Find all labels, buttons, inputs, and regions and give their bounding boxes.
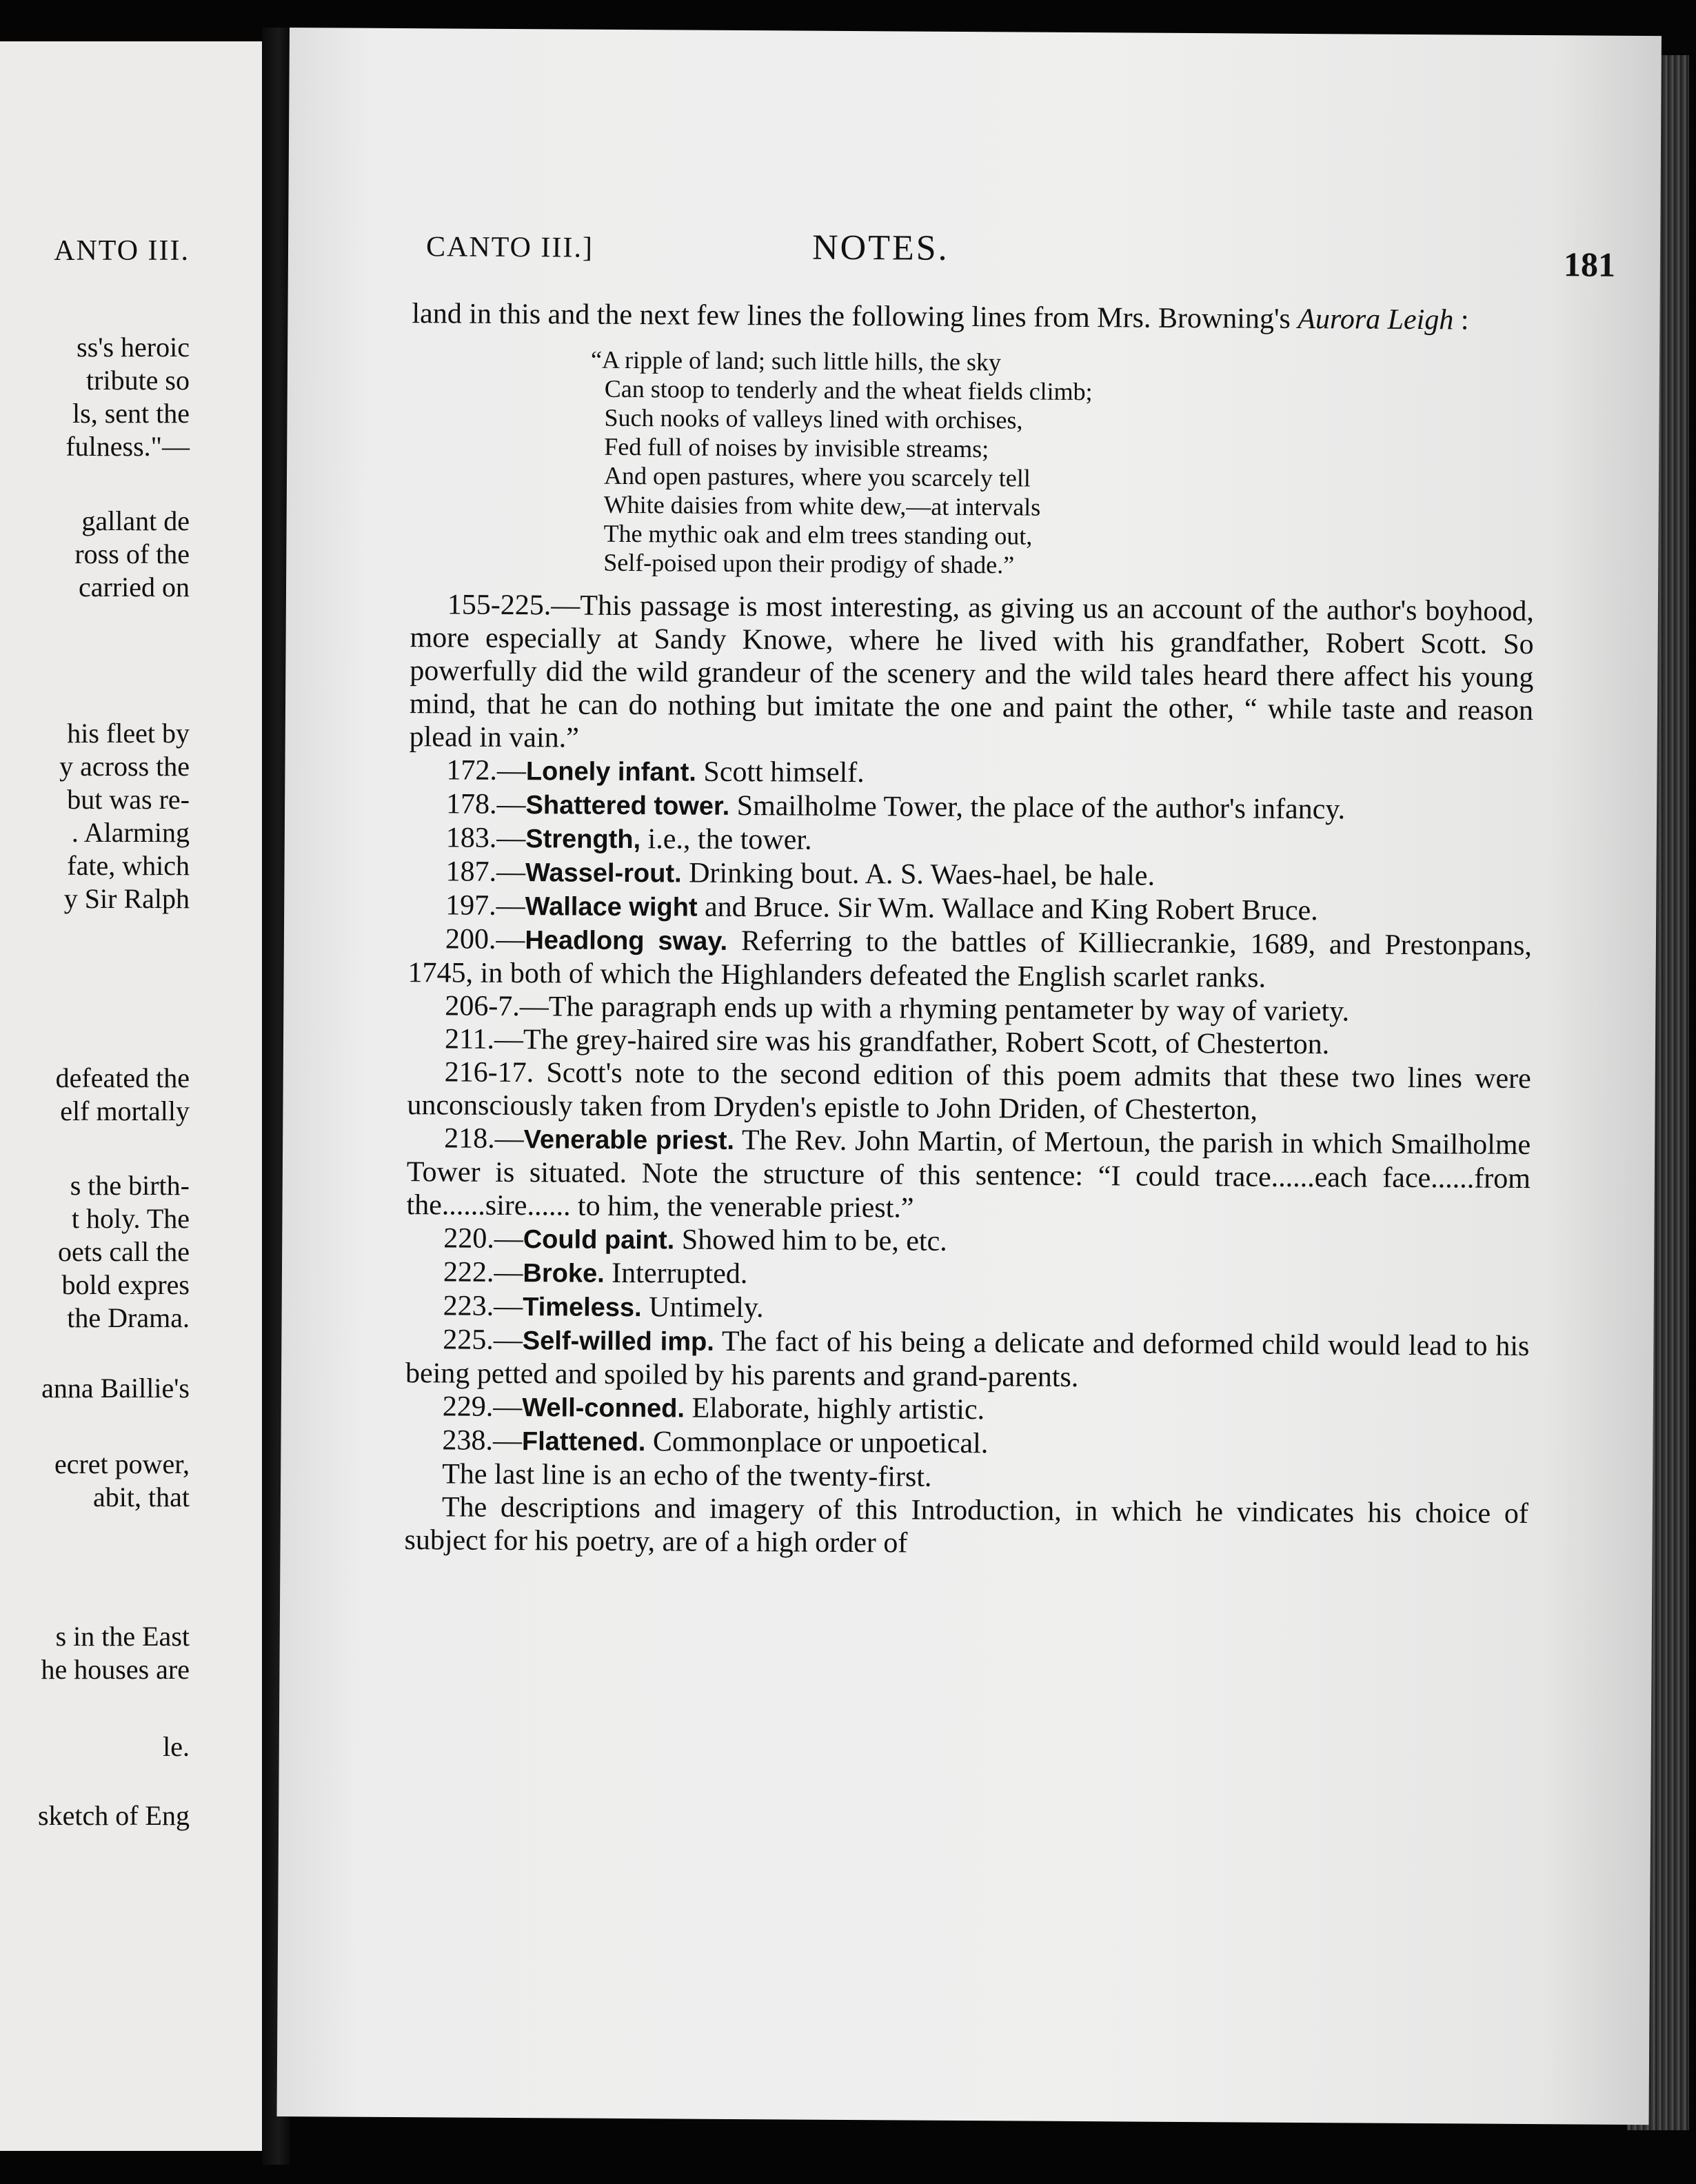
note-entry [405,1323,1530,1397]
note-lemma: Could paint. [523,1225,675,1255]
left-line: but was re- [67,784,190,815]
note-text: Elaborate, highly artistic. [684,1392,985,1426]
poem-line: “A ripple of land; such little hills, the sky [590,345,1002,376]
note-line-number: 183.— [445,822,526,855]
left-line: bold expres [61,1269,190,1300]
note-lemma: Broke. [523,1259,605,1288]
facing-page-left [0,41,266,2151]
left-line: s in the East [55,1621,190,1652]
running-head: CANTO III.] [425,231,594,264]
left-running-head: ANTO III. [54,235,190,267]
left-line: his fleet by [67,718,190,749]
poem-line: The mythic oak and elm trees standing out, [603,519,1033,550]
note-text: Scott's note to the second edition of this poem admits that these two lines were unconsciously taken from Dryden's epistle to John Driden, of Chesterton, [407,1057,1531,1126]
note-text: Untimely. [641,1291,764,1324]
left-line: s the birth- [70,1170,190,1201]
note-entry [410,588,1534,760]
note-lemma: Timeless. [523,1293,642,1323]
left-line: ls, sent the [72,398,190,429]
left-line: anna Baillie's [41,1373,190,1404]
left-line: ecret power, [54,1448,190,1479]
poem-line: White daisies from white dew,—at intervals [603,490,1041,521]
note-text: Scott himself. [696,756,865,789]
note-entry [407,922,1532,996]
left-line: le. [163,1731,190,1762]
note-line-number: 216-17. [444,1056,534,1089]
poem-line: And open pastures, where you scarcely tell [603,461,1031,492]
note-text: Interrupted. [604,1257,748,1291]
note-lemma: Lonely infant. [525,757,697,787]
note-text: and Bruce. Sir Wm. Wallace and King Robert Bruce. [697,891,1318,927]
note-lemma: Well-conned. [522,1393,685,1424]
left-line: . Alarming [71,817,190,848]
left-line: fulness."— [65,431,190,462]
left-line: gallant de [81,505,190,536]
left-line: oets call the [57,1236,190,1267]
note-text: Showed him to be, etc. [674,1224,947,1257]
closing-line: The descriptions and imagery of this Introduction, in which he vindicates his choice of subject for his poetry, are of a high order of [404,1491,1529,1559]
note-text: Smailholme Tower, the place of the author's infancy. [729,789,1346,826]
main-page [276,28,1661,2125]
note-text: The grey-haired sire was his grandfather, Robert Scott, of Chesterton. [523,1024,1330,1061]
note-line-number: 155-225.— [447,589,581,622]
note-line-number: 238.— [442,1424,523,1457]
left-line: the Drama. [67,1302,190,1333]
left-line: ross of the [74,538,190,569]
poem-line: Fed full of noises by invisible streams; [604,432,989,463]
note-line-number: 225.— [443,1324,523,1357]
left-line: elf mortally [60,1095,190,1126]
note-line-number: 223.— [443,1290,523,1323]
note-lemma: Flattened. [521,1427,646,1457]
note-line-number: 218.— [444,1122,524,1155]
left-line: y across the [59,751,190,782]
note-line-number: 200.— [445,923,525,956]
page-number: 181 [1563,245,1616,284]
note-text: Referring to the battles of Killiecrankie, 1689, and Prestonpans, 1745, in both of which the Highlanders defeated the English scarlet ranks. [407,924,1533,994]
left-line: fate, which [67,850,190,881]
note-line-number: 178.— [445,788,526,821]
notes-body [404,297,1535,1564]
note-text: i.e., the tower. [640,823,812,856]
note-line-number: 206-7.— [445,990,549,1023]
poem-line: Such nooks of valleys lined with orchises, [604,403,1023,434]
note-lemma: Wallace wight [525,892,698,922]
intro-paragraph: land in this and the next few lines the following lines from Mrs. Browning's Aurora Leigh : [412,298,1469,336]
note-text: This passage is most interesting, as giving us an account of the author's boyhood, more especially at Sandy Knowe, where he lived with his grandfather, Robert Scott. So powerfully did the wild grandeur of the scenery and the wild tales heard there affect his young mind, that he can do nothing but imitate the one and paint the other, “ while taste and reason plead in vain.” [409,589,1534,754]
left-line: y Sir Ralph [63,883,190,914]
note-line-number: 172.— [446,754,527,787]
note-text: The fact of his being a delicate and deformed child would lead to his being petted and spoiled by his parents and grand-parents. [405,1325,1530,1394]
work-title: Aurora Leigh [1298,303,1454,336]
left-line: t holy. The [71,1203,190,1234]
note-line-number: 197.— [445,889,525,922]
note-text: The Rev. John Martin, of Mertoun, the parish in which Smailholme Tower is situated. Note the structure of this sentence: “I could trace......each face......from the......sire...... to him, the venerable priest.” [406,1124,1531,1224]
poem-line: Self-poised upon their prodigy of shade.” [603,548,1015,579]
quoted-poem [589,345,1535,583]
note-lemma: Self-willed imp. [522,1326,714,1357]
closing-line: The last line is an echo of the twenty-first. [442,1458,932,1493]
notes-list [405,588,1534,1464]
left-line: abit, that [93,1482,190,1513]
note-line-number: 220.— [443,1222,523,1255]
note-lemma: Strength, [525,825,641,855]
note-lemma: Shattered tower. [525,791,730,821]
note-line-number: 211.— [444,1023,524,1056]
note-line-number: 229.— [442,1391,523,1424]
note-text: Drinking bout. A. S. Waes-hael, be hale. [681,857,1155,892]
left-line: he houses are [41,1654,190,1685]
left-line: ss's heroic [77,332,190,363]
note-entry [407,1055,1531,1129]
note-text: Commonplace or unpoetical. [645,1426,989,1460]
left-line: carried on [78,572,190,603]
page-title: NOTES. [811,228,949,268]
page-header [425,225,1616,292]
poem-line: Can stoop to tenderly and the wheat fields climb; [604,374,1093,406]
note-entry [406,1122,1531,1228]
left-line: sketch of Eng [38,1800,190,1831]
left-line: tribute so [86,365,190,396]
left-line: defeated the [55,1062,190,1093]
note-lemma: Venerable priest. [523,1125,735,1155]
note-lemma: Headlong sway. [525,926,728,956]
note-lemma: Wassel-rout. [525,858,682,889]
note-line-number: 187.— [445,856,526,889]
note-line-number: 222.— [443,1256,523,1289]
note-text: The paragraph ends up with a rhyming pentameter by way of variety. [548,991,1350,1028]
